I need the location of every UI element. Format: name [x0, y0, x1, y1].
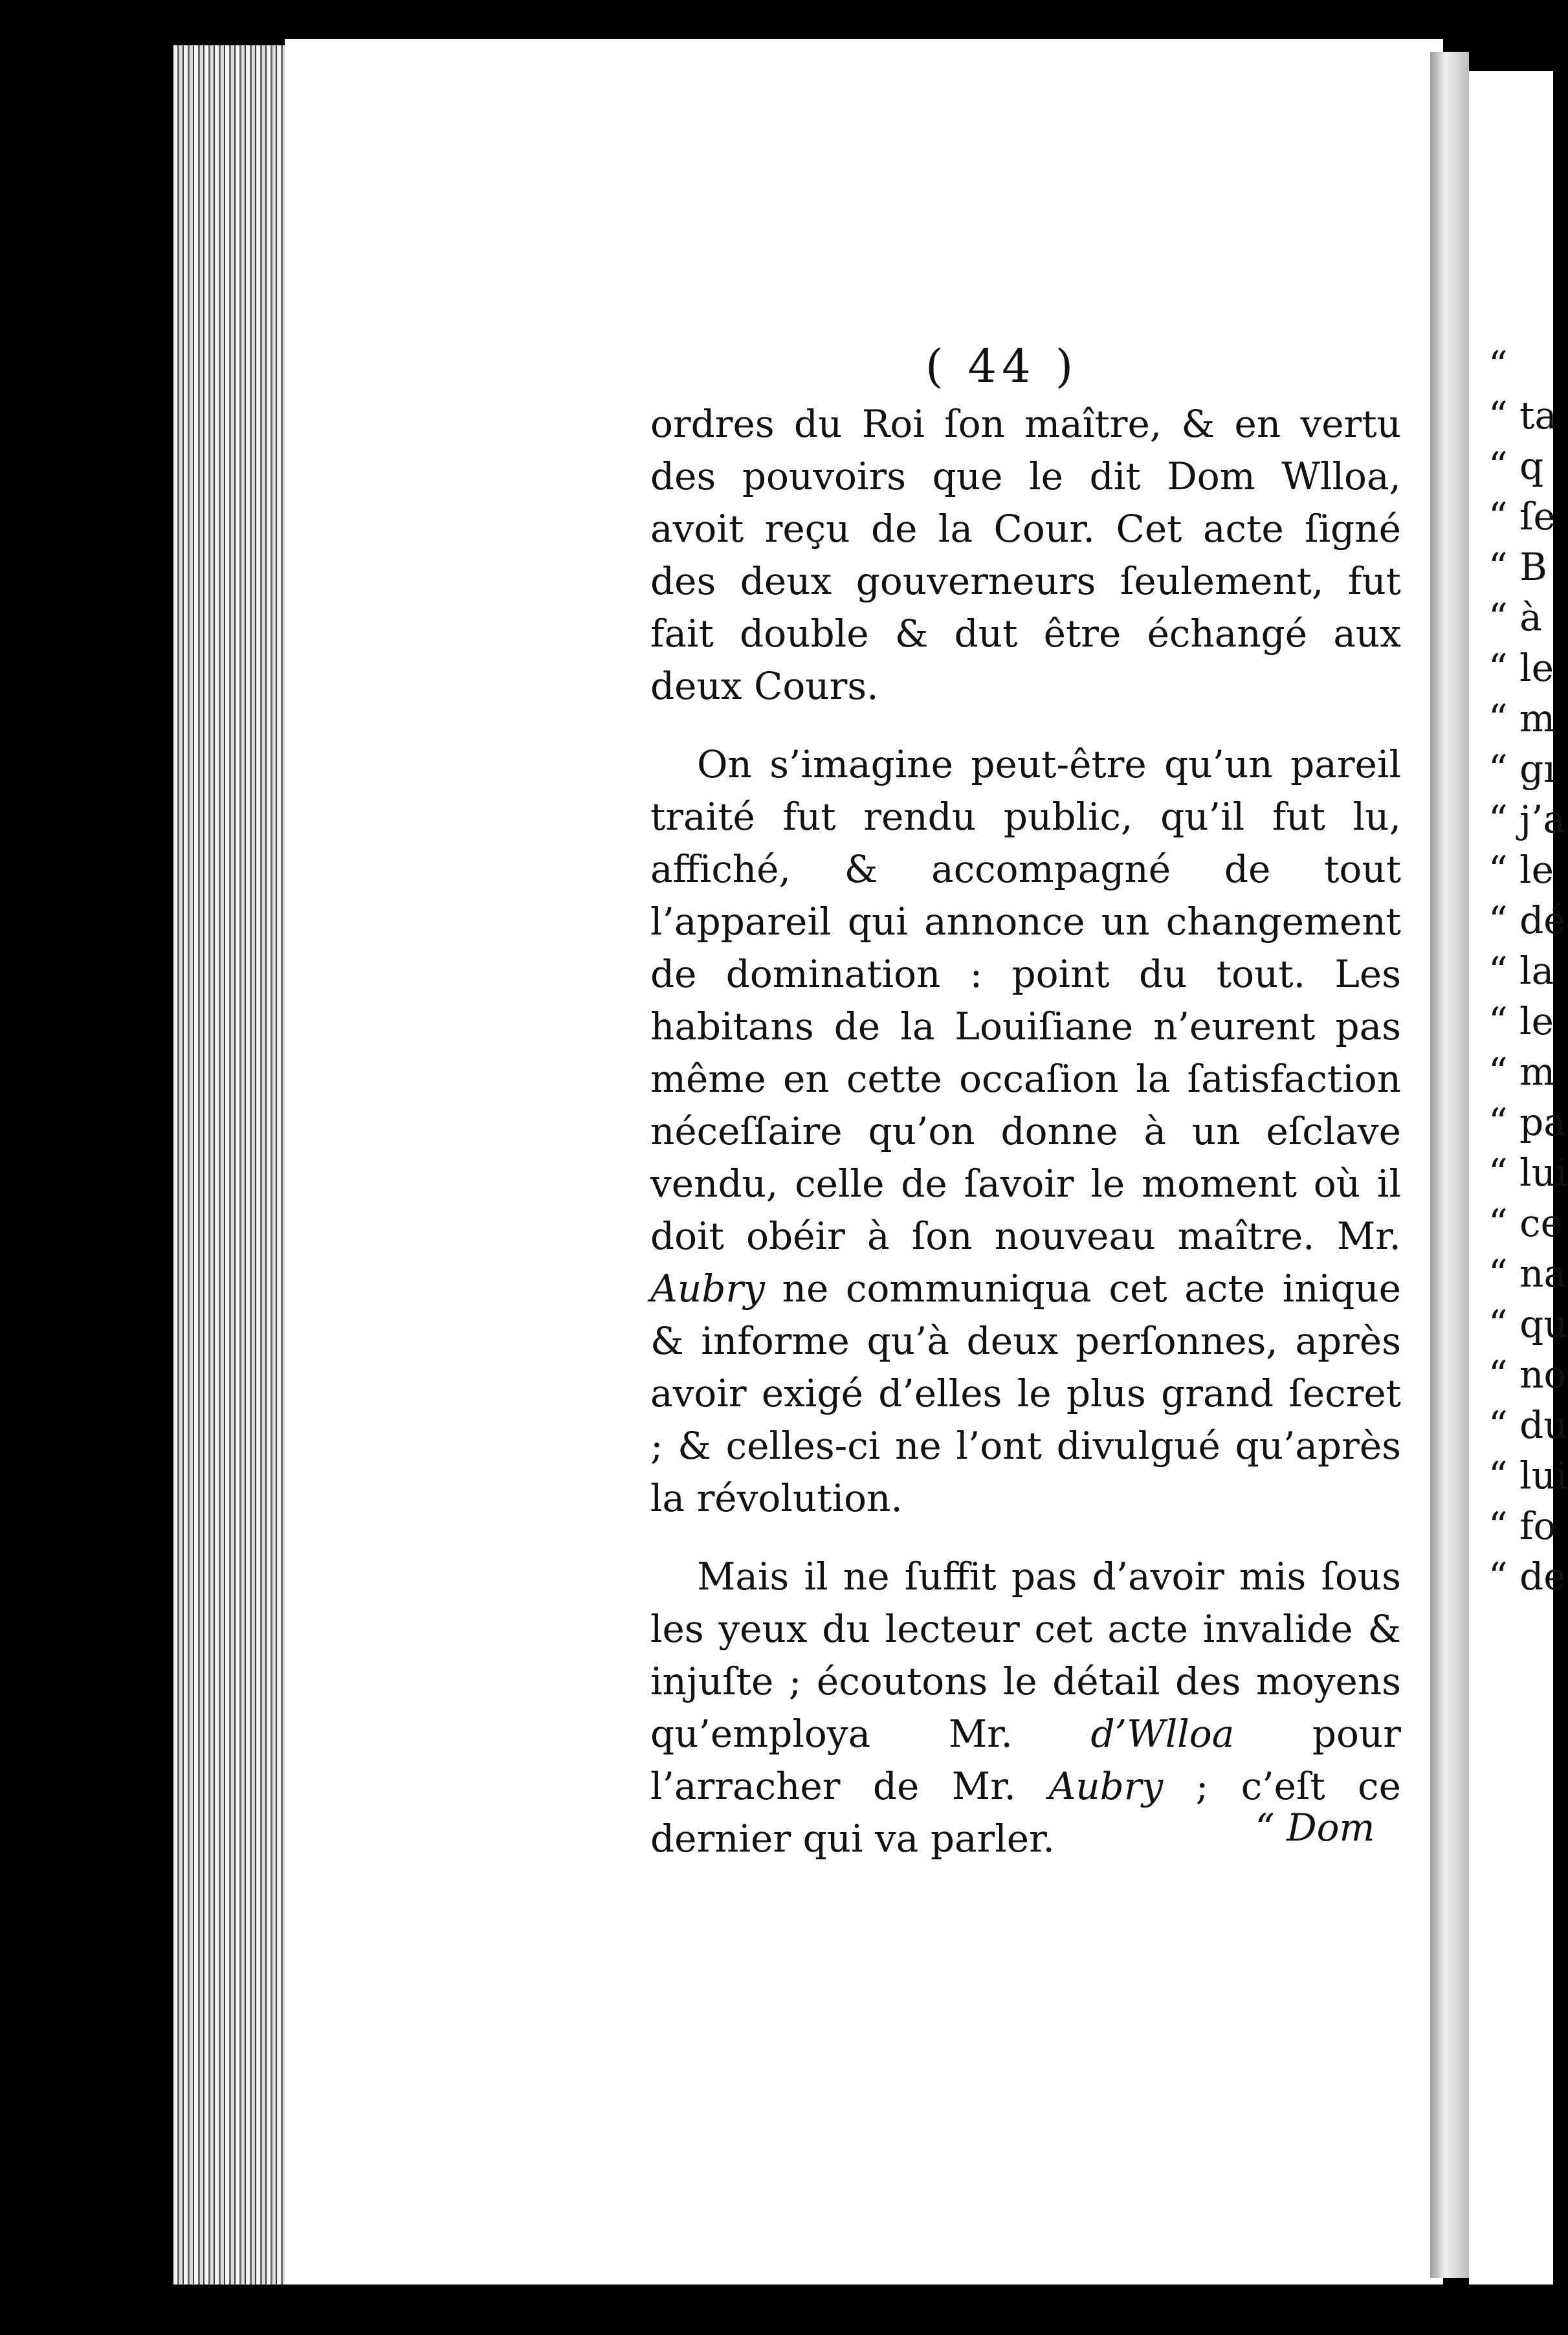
text-run: On s’imagine peut-être qu’un pareil traité fut rendu public, qu’il fut lu, affiché, & accompagné de tout l’appareil qui annonce un changement de domination : point du tout. Les habitans de la Louiſiane n’eurent pas même en cette occaſion la ſatisfaction néceſſaire qu’on donne à un eſclave vendu, celle de ſavoir le moment où il doit obéir à ſon nouveau maître. Mr.: [650, 742, 1401, 1258]
facing-line: “ le: [1488, 999, 1554, 1043]
facing-line: “ q: [1488, 444, 1544, 488]
text-run: ne communiqua cet acte inique & informe qu’à deux perſonnes, après avoir exigé d’elles le plus grand ſecret ; & celles-ci ne l’ont divulgué qu’après la révolution.: [650, 1267, 1401, 1520]
text-run: ; c’eſt ce dernier qui va parler.: [650, 1764, 1401, 1861]
facing-line: “ ce: [1488, 1201, 1563, 1245]
italic-name: Aubry: [1048, 1764, 1164, 1808]
facing-line: “ lui: [1488, 1151, 1568, 1195]
facing-line: “ le: [1488, 646, 1554, 690]
facing-line: “ na: [1488, 1252, 1567, 1296]
facing-line: “ du: [1488, 1403, 1568, 1447]
facing-line: “ lui: [1488, 1454, 1568, 1498]
facing-line: “ m: [1488, 696, 1556, 740]
facing-line: “ pa: [1488, 1100, 1566, 1144]
text-run: Mais il ne ſuffit pas d’avoir mis ſous les yeux du lecteur cet acte invalide & injuſte ; écoutons le détail des moyens qu’employa Mr.: [650, 1555, 1401, 1756]
italic-name: d’Wlloa: [1090, 1712, 1235, 1756]
facing-line: “ ta: [1488, 393, 1557, 437]
facing-line: “ gı: [1488, 747, 1556, 791]
gutter: [1430, 52, 1469, 2278]
paragraph: [650, 398, 1401, 713]
facing-line: “ qu: [1488, 1302, 1568, 1346]
facing-line: “ no: [1488, 1353, 1567, 1397]
facing-line: “ la: [1488, 949, 1554, 993]
text-run: ordres du Roi ſon maître, & en vertu des pouvoirs que le dit Dom Wlloa, avoit reçu de la Cour. Cet acte ſigné des deux gouverneurs ſeulement, fut fait double & dut être échangé aux deux Cours.: [650, 402, 1401, 708]
italic-name: Aubry: [650, 1267, 765, 1311]
catchword: “ Dom: [1255, 1806, 1375, 1850]
facing-line: “ dé: [1488, 898, 1566, 942]
body-text: [650, 398, 1401, 1865]
paragraph: [650, 738, 1401, 1525]
facing-line: “ ſe: [1488, 494, 1556, 538]
facing-line: “ à: [1488, 595, 1542, 639]
page-edges: [173, 45, 303, 2285]
running-head: ( 44 ): [925, 340, 1079, 393]
text-run: pour l’arracher de Mr.: [650, 1712, 1401, 1808]
facing-line: “ le: [1488, 848, 1554, 892]
facing-line: “ fo: [1488, 1504, 1556, 1548]
facing-line: “ B: [1488, 545, 1547, 589]
facing-line: “ de: [1488, 1555, 1566, 1599]
facing-line: “: [1488, 343, 1508, 387]
facing-page-fragment: [1469, 71, 1568, 2285]
facing-line: “ m: [1488, 1050, 1556, 1094]
facing-line: “ j’a: [1488, 797, 1566, 841]
